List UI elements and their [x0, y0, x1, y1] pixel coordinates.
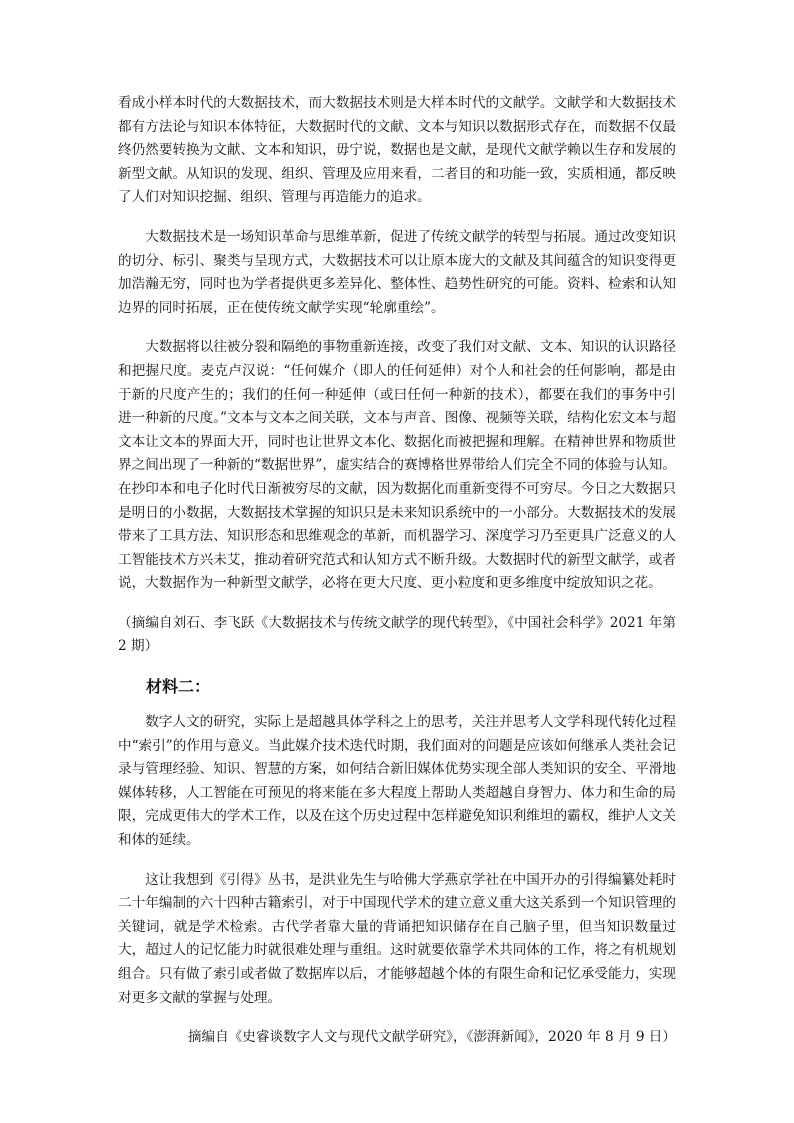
material2-heading: 材料二：: [146, 677, 211, 697]
material1-paragraph-2: 大数据技术是一场知识革命与思维革新，促进了传统文献学的转型与拓展。通过改变知识的切分、标引、聚类与呈现方式，大数据技术可以让原本庞大的文献及其间蕴含的知识变得更加浩瀚无穷，同时也为学者提供更多差异化、整体性、趋势性研究的可能。资料、检索和认知边界的同时拓展，正在使传统文献学实现“轮廓重绘”。: [118, 228, 676, 316]
material2-source: 摘编自《史睿谈数字人文与现代文献学研究》，《澎湃新闻》，2020 年 8 月 9 日）: [187, 1029, 676, 1046]
document-page: [118, 92, 676, 1050]
material1-source: （摘编自刘石、李飞跃《大数据技术与传统文献学的现代转型》，《中国社会科学》2021 年第 2 期）: [118, 614, 676, 655]
material2-paragraph-1: 数字人文的研究，实际上是超越具体学科之上的思考，关注并思考人文学科现代转化过程中“索引”的作用与意义。当此媒介技术迭代时期，我们面对的问题是应该如何继承人类社会记录与管理经验、知识、智慧的方案，如何结合新旧媒体优势实现全部人类知识的安全、平滑地媒体转移，人工智能在可预见的将来能在多大程度上帮助人类超越自身智力、体力和生命的局限，完成更伟大的学术工作，以及在这个历史过程中怎样避免知识利维坦的霸权，维护人文关和体的延续。: [118, 714, 676, 849]
material1-paragraph-1: 看成小样本时代的大数据技术，而大数据技术则是大样本时代的文献学。文献学和大数据技术都有方法论与知识本体特征，大数据时代的文献、文本与知识以数据形式存在，而数据不仅最终仍然要转换为文献、文本和知识，毋宁说，数据也是文献，是现代文献学赖以生存和发展的新型文献。从知识的发现、组织、管理及应用来看，二者目的和功能一致，实质相通，都反映了人们对知识挖掘、组织、管理与再造能力的追求。: [118, 95, 676, 206]
material2-paragraph-2: 这让我想到《引得》丛书，是洪业先生与哈佛大学燕京学社在中国开办的引得编纂处耗时二十年编制的六十四种古籍索引，对于中国现代学术的建立意义重大这关系到一个知识管理的关键词，就是学术检索。古代学者靠大量的背诵把知识储存在自己脑子里，但当知识数量过大，超过人的记忆能力时就很难处理与重组。这时就要依靠学术共同体的工作，将之有机规划组合。只有做了索引或者做了数据库以后，才能够超越个体的有限生命和记忆承受能力，实现对更多文献的掌握与处理。: [118, 871, 676, 1006]
material1-paragraph-3: 大数据将以往被分裂和隔绝的事物重新连接，改变了我们对文献、文本、知识的认识路径和把握尺度。麦克卢汉说：“任何媒介（即人的任何延伸）对个人和社会的任何影响，都是由于新的尺度产生的；我们的任何一种延伸（或曰任何一种新的技术），都要在我们的事务中引进一种新的尺度。”文本与文本之间关联，文本与声音、图像、视频等关联，结构化宏文本与超文本让文本的界面大开，同时也让世界文本化、数据化而被把握和理解。在精神世界和物质世界之间出现了一种新的“数据世界”，虚实结合的赛博格世界带给人们完全不同的体验与认知。在抄印本和电子化时代日渐被穷尽的文献，因为数据化而重新变得不可穷尽。今日之大数据只是明日的小数据，大数据技术掌握的知识只是未来知识系统中的一小部分。大数据技术的发展带来了工具方法、知识形态和思维观念的革新，而机器学习、深度学习乃至更具广泛意义的人工智能技术方兴未艾，推动着研究范式和认知方式不断升级。大数据时代的新型文献学，或者说，大数据作为一种新型文献学，必将在更大尺度、更小粒度和更多维度中绽放知识之花。: [118, 339, 676, 592]
